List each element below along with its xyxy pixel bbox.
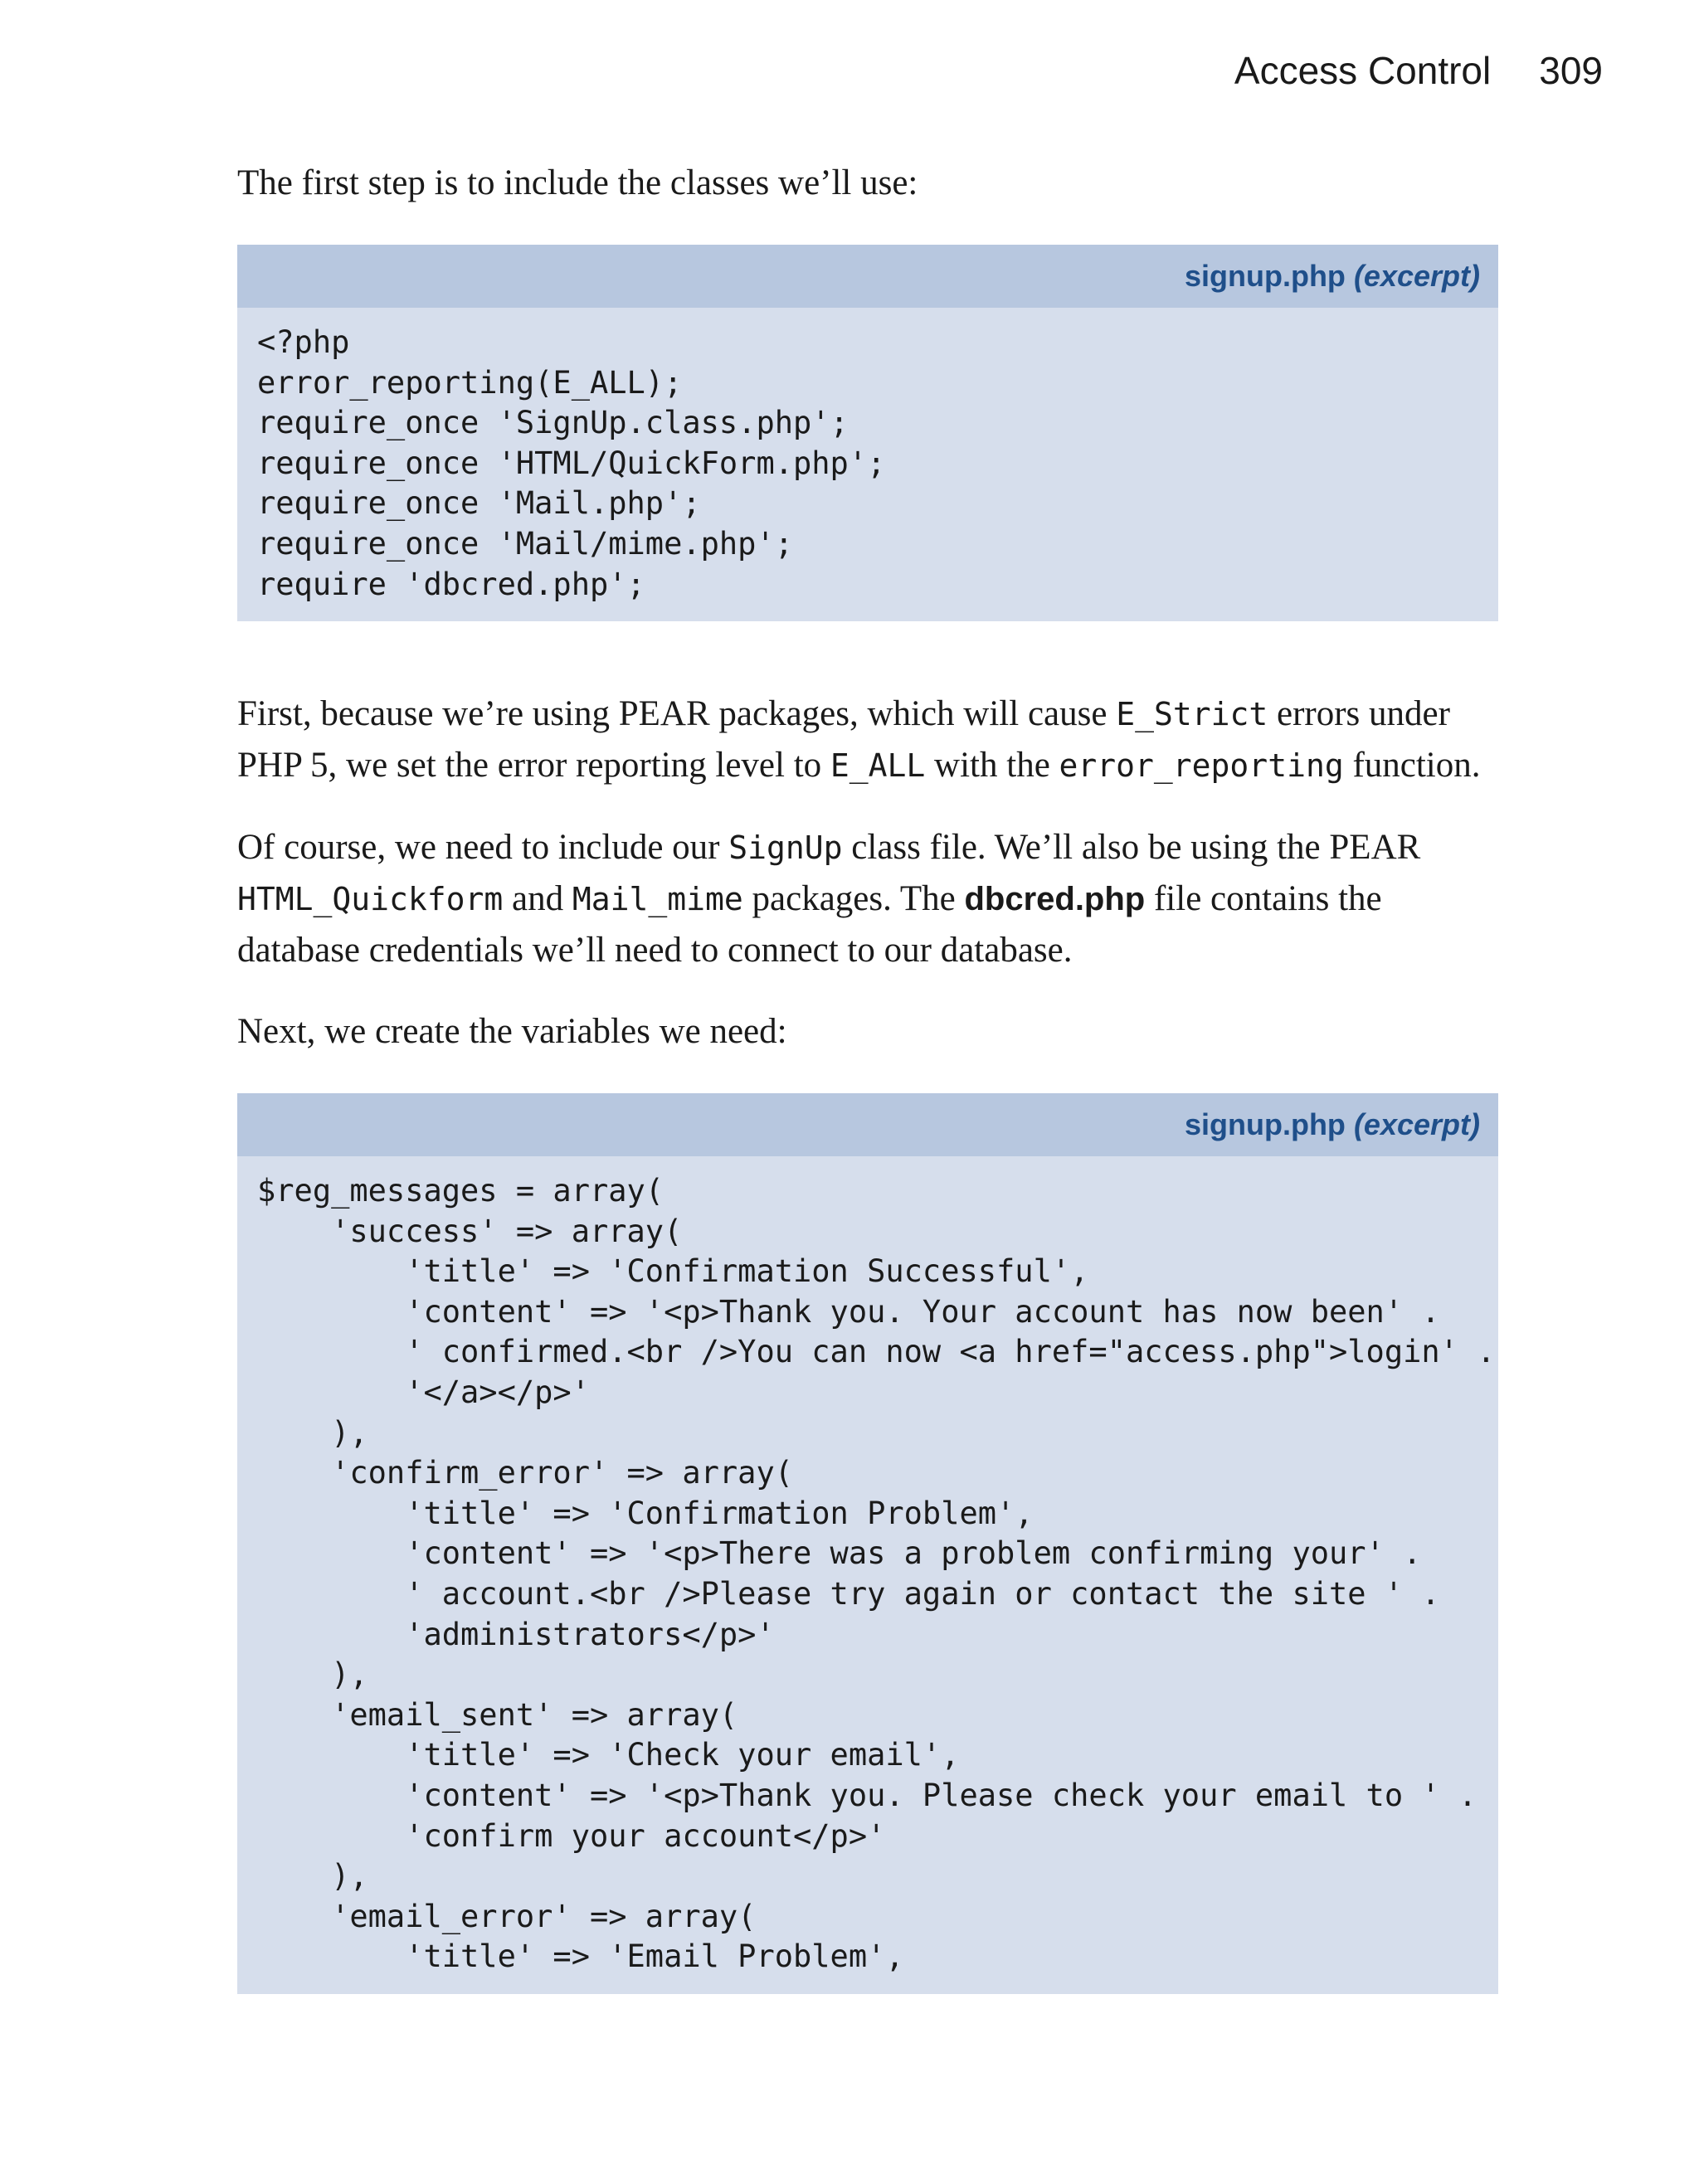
- inline-code: HTML_Quickform: [237, 881, 504, 917]
- code-line: require_once 'SignUp.class.php';: [257, 405, 849, 441]
- code-line: require_once 'Mail/mime.php';: [257, 525, 794, 562]
- code-line: 'title' => 'Check your email',: [257, 1737, 960, 1773]
- code-line: '</a></p>': [257, 1374, 590, 1410]
- inline-code: E_Strict: [1116, 696, 1268, 732]
- inline-code: error_reporting: [1059, 747, 1344, 784]
- code-line: require_once 'HTML/QuickForm.php';: [257, 445, 886, 481]
- text-run: class file. We’ll also be using the PEAR: [842, 828, 1421, 867]
- code-listing-header: [237, 1093, 1498, 1156]
- text-run: errors under PHP 5, we set the error reporting level to: [237, 694, 1450, 785]
- intro-paragraph: The first step is to include the classes we’ll use:: [237, 163, 918, 202]
- code-line: 'email_error' => array(: [257, 1898, 757, 1934]
- text-run: packages. The: [742, 879, 965, 918]
- code-line: <?php: [257, 324, 350, 360]
- inline-code: E_ALL: [830, 747, 926, 784]
- code-filename: signup.php: [1184, 1107, 1346, 1141]
- code-line: 'success' => array(: [257, 1213, 683, 1249]
- text-run: file contains the database credentials we’ll need to connect to our database.: [237, 879, 1382, 970]
- code-listing-body: [237, 308, 1498, 621]
- code-filename: signup.php: [1184, 259, 1346, 293]
- code-line: 'confirm_error' => array(: [257, 1455, 794, 1491]
- includes-explanation-paragraph: [237, 822, 1498, 975]
- text-run: Of course, we need to include our: [237, 828, 729, 867]
- bold-filename: dbcred.php: [964, 881, 1146, 917]
- code-listing-body: [237, 1156, 1498, 1994]
- page-number: 309: [1539, 49, 1603, 92]
- code-listing-includes: [237, 245, 1498, 621]
- inline-code: Mail_mime: [572, 881, 743, 917]
- section-title: Access Control: [1234, 49, 1492, 92]
- code-line: 'content' => '<p>Thank you. Your account has now been' .: [257, 1293, 1440, 1330]
- text-run: and: [503, 879, 572, 918]
- code-line: 'content' => '<p>Thank you. Please check your email to ' .: [257, 1777, 1477, 1813]
- text-run: First, because we’re using PEAR packages, which will cause: [237, 694, 1117, 733]
- code-line: $reg_messages = array(: [257, 1173, 665, 1209]
- code-line: ),: [257, 1414, 368, 1451]
- code-line: 'title' => 'Email Problem',: [257, 1938, 904, 1975]
- code-line: 'confirm your account</p>': [257, 1817, 886, 1854]
- code-line: require 'dbcred.php';: [257, 566, 645, 602]
- code-line: 'email_sent' => array(: [257, 1696, 738, 1733]
- code-line: error_reporting(E_ALL);: [257, 364, 683, 401]
- code-line: require_once 'Mail.php';: [257, 485, 701, 522]
- code-line: ),: [257, 1858, 368, 1895]
- code-line: 'content' => '<p>There was a problem confirming your' .: [257, 1535, 1422, 1572]
- running-header: [1234, 48, 1603, 93]
- code-line: 'administrators</p>': [257, 1616, 775, 1652]
- code-listing-header: [237, 245, 1498, 308]
- code-line: ' confirmed.<br />You can now <a href="access.php">login' .: [257, 1334, 1496, 1370]
- code-excerpt-note: (excerpt): [1353, 259, 1480, 293]
- text-run: function.: [1343, 746, 1481, 785]
- code-line: ' account.<br />Please try again or contact the site ' .: [257, 1575, 1440, 1612]
- inline-code: SignUp: [728, 829, 843, 866]
- code-listing-messages: [237, 1093, 1498, 1994]
- text-run: with the: [925, 746, 1059, 785]
- pear-explanation-paragraph: [237, 688, 1498, 791]
- code-line: 'title' => 'Confirmation Successful',: [257, 1253, 1089, 1290]
- code-excerpt-note: (excerpt): [1353, 1107, 1480, 1141]
- code-line: 'title' => 'Confirmation Problem',: [257, 1495, 1034, 1531]
- code-line: ),: [257, 1656, 368, 1693]
- variables-intro-paragraph: Next, we create the variables we need:: [237, 1012, 787, 1051]
